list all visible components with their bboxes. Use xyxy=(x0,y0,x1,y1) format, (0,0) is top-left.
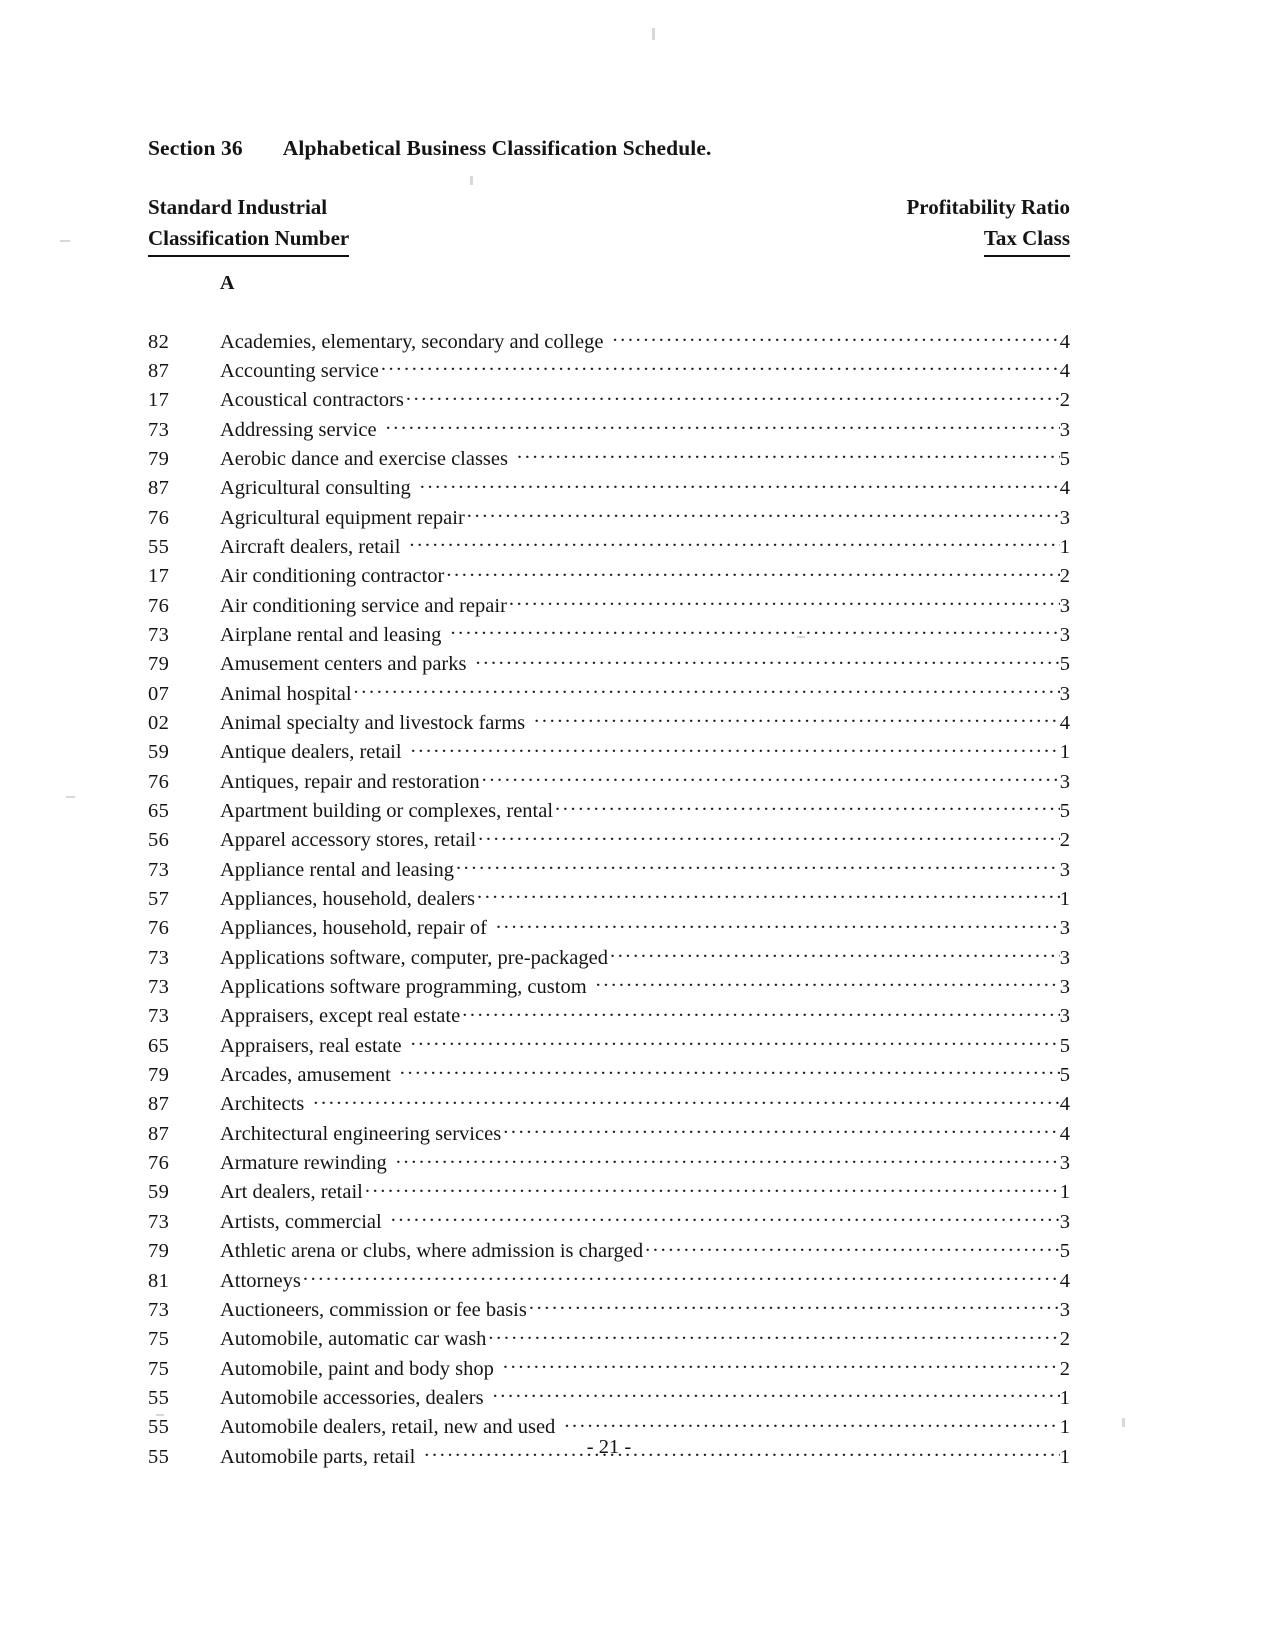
column-heading-right xyxy=(906,192,1070,257)
tax-class-value: 1 xyxy=(1059,888,1070,911)
tax-class-value: 3 xyxy=(1059,1298,1070,1321)
classification-entry-row xyxy=(148,797,1070,826)
column-heading-left xyxy=(148,192,349,257)
classification-entry-row xyxy=(148,1119,1070,1148)
business-description: Animal hospital xyxy=(220,682,352,705)
business-description: Applications software, computer, pre-packaged xyxy=(220,946,608,969)
business-description: Appraisers, real estate xyxy=(220,1034,402,1057)
sic-number: 79 xyxy=(148,447,170,470)
scan-artifact xyxy=(66,796,75,798)
heading-classification-number: Classification Number xyxy=(148,223,349,257)
tax-class-value: 1 xyxy=(1059,535,1070,558)
tax-class-value: 3 xyxy=(1059,594,1070,617)
classification-entry-row xyxy=(148,1325,1070,1354)
dot-leader xyxy=(303,1266,1060,1287)
classification-entry-row xyxy=(148,1237,1070,1266)
tax-class-value: 3 xyxy=(1059,946,1070,969)
sic-number: 76 xyxy=(148,770,170,793)
sic-number: 87 xyxy=(148,477,170,500)
tax-class-value: 3 xyxy=(1059,623,1070,646)
business-description: Agricultural consulting xyxy=(220,477,411,500)
dot-leader xyxy=(529,1295,1060,1316)
classification-entry-row xyxy=(148,855,1070,884)
classification-entry-row xyxy=(148,620,1070,649)
business-description: Antique dealers, retail xyxy=(220,741,402,764)
heading-standard-industrial: Standard Industrial xyxy=(148,195,328,219)
dot-leader xyxy=(354,679,1060,700)
tax-class-value: 4 xyxy=(1059,1122,1070,1145)
section-title xyxy=(148,136,1070,161)
classification-entry-row xyxy=(148,914,1070,943)
tax-class-value: 5 xyxy=(1059,800,1070,822)
business-description: Appliance rental and leasing xyxy=(220,858,454,881)
business-description: Architects xyxy=(220,1093,305,1116)
dot-leader xyxy=(488,1325,1059,1346)
sic-number: 55 xyxy=(148,535,170,558)
business-description: Airplane rental and leasing xyxy=(220,623,442,646)
tax-class-value: 1 xyxy=(1059,1416,1070,1439)
tax-class-value: 5 xyxy=(1059,1064,1070,1087)
business-description: Addressing service xyxy=(220,418,377,441)
dot-leader xyxy=(456,855,1060,876)
tax-class-value: 2 xyxy=(1059,1328,1070,1351)
sic-number: 76 xyxy=(148,506,170,529)
sic-number: 65 xyxy=(148,1034,170,1057)
business-description: Attorneys xyxy=(220,1269,301,1292)
heading-tax-class-wrap xyxy=(906,223,1070,257)
classification-entry-row xyxy=(148,1031,1070,1060)
tax-class-value: 1 xyxy=(1059,1445,1070,1468)
sic-number: 65 xyxy=(148,800,170,822)
dot-leader xyxy=(476,650,1060,671)
tax-class-value: 2 xyxy=(1059,1357,1070,1380)
business-description: Academies, elementary, secondary and college xyxy=(220,330,604,353)
section-name: Alphabetical Business Classification Schedule. xyxy=(282,136,712,160)
classification-entry-row xyxy=(148,1090,1070,1119)
business-description: Animal specialty and livestock farms xyxy=(220,711,526,734)
tax-class-value: 1 xyxy=(1059,1386,1070,1409)
tax-class-value: 5 xyxy=(1059,1240,1070,1263)
business-description: Auctioneers, commission or fee basis xyxy=(220,1298,527,1321)
page-number: - 21 - xyxy=(586,1436,632,1458)
business-description: Arcades, amusement xyxy=(220,1064,391,1087)
classification-entry-row xyxy=(148,415,1070,444)
classification-entry-row xyxy=(148,973,1070,1002)
dot-leader xyxy=(313,1090,1060,1111)
business-description: Automobile, paint and body shop xyxy=(220,1357,494,1380)
sic-number: 76 xyxy=(148,594,170,617)
dot-leader xyxy=(386,415,1060,436)
classification-entry-row xyxy=(148,1061,1070,1090)
section-label: Section 36 xyxy=(148,136,243,160)
sic-number: 73 xyxy=(148,623,170,646)
dot-leader xyxy=(400,1061,1060,1082)
sic-number: 73 xyxy=(148,418,170,441)
dot-leader xyxy=(596,973,1060,994)
dot-leader xyxy=(503,1354,1060,1375)
dot-leader xyxy=(406,386,1060,407)
sic-number: 87 xyxy=(148,1122,170,1145)
tax-class-value: 3 xyxy=(1059,917,1070,940)
classification-entry-row xyxy=(148,1266,1070,1295)
scan-artifact xyxy=(1122,1418,1125,1427)
tax-class-value: 4 xyxy=(1059,1269,1070,1292)
dot-leader xyxy=(365,1178,1060,1199)
business-description: Antiques, repair and restoration xyxy=(220,770,480,793)
classification-entry-row xyxy=(148,356,1070,385)
tax-class-value: 3 xyxy=(1059,1210,1070,1233)
classification-entry-row xyxy=(148,1354,1070,1383)
dot-leader xyxy=(534,708,1060,729)
dot-leader xyxy=(482,767,1060,788)
tax-class-value: 4 xyxy=(1059,330,1070,353)
dot-leader xyxy=(496,914,1060,935)
page-content-area xyxy=(148,0,1070,1651)
classification-entry-row xyxy=(148,327,1070,356)
sic-number: 59 xyxy=(148,741,170,764)
business-description: Appliances, household, repair of xyxy=(220,917,487,940)
sic-number: 79 xyxy=(148,1240,170,1263)
business-description: Acoustical contractors xyxy=(220,389,404,412)
business-description: Automobile dealers, retail, new and used xyxy=(220,1416,556,1439)
classification-entry-row xyxy=(148,1149,1070,1178)
classification-entry-row xyxy=(148,826,1070,855)
dot-leader xyxy=(381,356,1060,377)
classification-entry-row xyxy=(148,386,1070,415)
tax-class-value: 5 xyxy=(1059,653,1070,676)
tax-class-value: 3 xyxy=(1059,1005,1070,1028)
sic-number: 57 xyxy=(148,888,170,911)
classification-entry-row xyxy=(148,679,1070,708)
sic-number: 56 xyxy=(148,829,170,852)
business-description: Appliances, household, dealers xyxy=(220,888,476,911)
sic-number: 76 xyxy=(148,917,170,940)
sic-number: 76 xyxy=(148,1152,170,1175)
dot-leader xyxy=(391,1207,1060,1228)
tax-class-value: 4 xyxy=(1059,711,1070,734)
tax-class-value: 5 xyxy=(1059,1034,1070,1057)
tax-class-value: 2 xyxy=(1059,389,1070,412)
business-description: Air conditioning contractor xyxy=(220,565,445,588)
sic-number: 55 xyxy=(148,1416,170,1439)
tax-class-value: 3 xyxy=(1059,770,1070,793)
classification-entry-list xyxy=(148,327,1070,1471)
tax-class-value: 3 xyxy=(1059,418,1070,441)
dot-leader xyxy=(467,503,1060,524)
dot-leader xyxy=(517,444,1060,465)
classification-entry-row xyxy=(148,562,1070,591)
classification-entry-row xyxy=(148,503,1070,532)
dot-leader xyxy=(612,327,1059,348)
dot-leader xyxy=(503,1119,1060,1140)
classification-entry-row xyxy=(148,1207,1070,1236)
dot-leader xyxy=(493,1383,1060,1404)
classification-entry-row xyxy=(148,1383,1070,1412)
sic-number: 75 xyxy=(148,1328,170,1351)
dot-leader xyxy=(555,797,1060,818)
sic-number: 79 xyxy=(148,1064,170,1087)
classification-entry-row xyxy=(148,943,1070,972)
sic-number: 73 xyxy=(148,946,170,969)
tax-class-value: 5 xyxy=(1059,447,1070,470)
dot-leader xyxy=(396,1149,1060,1170)
sic-number: 17 xyxy=(148,389,170,412)
sic-number: 73 xyxy=(148,858,170,881)
dot-leader xyxy=(645,1237,1060,1258)
classification-entry-row xyxy=(148,591,1070,620)
business-description: Artists, commercial xyxy=(220,1210,382,1233)
business-description: Aerobic dance and exercise classes xyxy=(220,447,508,470)
column-headings xyxy=(148,192,1070,254)
sic-number: 55 xyxy=(148,1386,170,1409)
tax-class-value: 1 xyxy=(1059,1181,1070,1204)
dot-leader xyxy=(411,1031,1060,1052)
classification-entry-row xyxy=(148,444,1070,473)
business-description: Automobile, automatic car wash xyxy=(220,1328,487,1351)
tax-class-value: 3 xyxy=(1059,506,1070,529)
tax-class-value: 3 xyxy=(1059,858,1070,881)
tax-class-value: 3 xyxy=(1059,1152,1070,1175)
business-description: Agricultural equipment repair xyxy=(220,506,465,529)
tax-class-value: 2 xyxy=(1059,829,1070,852)
tax-class-value: 4 xyxy=(1059,1093,1070,1116)
sic-number: 73 xyxy=(148,976,170,999)
letter-group-heading: A xyxy=(220,272,235,294)
classification-entry-row xyxy=(148,1178,1070,1207)
sic-number: 02 xyxy=(148,711,170,734)
tax-class-value: 4 xyxy=(1059,359,1070,382)
classification-entry-row xyxy=(148,738,1070,767)
classification-entry-row xyxy=(148,532,1070,561)
tax-class-value: 2 xyxy=(1059,565,1070,588)
business-description: Architectural engineering services xyxy=(220,1122,502,1145)
business-description: Apparel accessory stores, retail xyxy=(220,829,477,852)
dot-leader xyxy=(478,826,1060,847)
dot-leader xyxy=(446,562,1059,583)
sic-number: 73 xyxy=(148,1005,170,1028)
business-description: Automobile parts, retail xyxy=(220,1445,416,1468)
classification-entry-row xyxy=(148,885,1070,914)
classification-entry-row xyxy=(148,1002,1070,1031)
scan-artifact xyxy=(60,240,70,242)
dot-leader xyxy=(564,1413,1059,1434)
dot-leader xyxy=(610,943,1060,964)
sic-number: 87 xyxy=(148,1093,170,1116)
dot-leader xyxy=(420,474,1060,495)
classification-entry-row xyxy=(148,708,1070,737)
classification-entry-row xyxy=(148,650,1070,679)
sic-number: 17 xyxy=(148,565,170,588)
sic-number: 07 xyxy=(148,682,170,705)
business-description: Amusement centers and parks xyxy=(220,653,467,676)
dot-leader xyxy=(409,532,1059,553)
tax-class-value: 4 xyxy=(1059,477,1070,500)
tax-class-value: 3 xyxy=(1059,976,1070,999)
classification-entry-row xyxy=(148,1295,1070,1324)
dot-leader xyxy=(509,591,1060,612)
business-description: Applications software programming, custom xyxy=(220,976,587,999)
business-description: Appraisers, except real estate xyxy=(220,1005,461,1028)
business-description: Automobile accessories, dealers xyxy=(220,1386,484,1409)
tax-class-value: 3 xyxy=(1059,682,1070,705)
dot-leader xyxy=(477,885,1060,906)
business-description: Armature rewinding xyxy=(220,1152,387,1175)
business-description: Aircraft dealers, retail xyxy=(220,535,401,558)
classification-entry-row xyxy=(148,767,1070,796)
tax-class-value: 1 xyxy=(1059,741,1070,764)
business-description: Art dealers, retail xyxy=(220,1181,363,1204)
classification-entry-row xyxy=(148,474,1070,503)
sic-number: 82 xyxy=(148,330,170,353)
sic-number: 87 xyxy=(148,359,170,382)
sic-number: 59 xyxy=(148,1181,170,1204)
business-description: Air conditioning service and repair xyxy=(220,594,507,617)
heading-profitability-ratio: Profitability Ratio xyxy=(906,195,1070,219)
sic-number: 75 xyxy=(148,1357,170,1380)
sic-number: 79 xyxy=(148,653,170,676)
sic-number: 81 xyxy=(148,1269,170,1292)
dot-leader xyxy=(411,738,1060,759)
sic-number: 73 xyxy=(148,1298,170,1321)
dot-leader xyxy=(450,620,1059,641)
heading-tax-class: Tax Class xyxy=(984,223,1070,257)
business-description: Apartment building or complexes, rental xyxy=(220,800,554,822)
business-description: Accounting service xyxy=(220,359,379,382)
sic-number: 73 xyxy=(148,1210,170,1233)
sic-number: 55 xyxy=(148,1445,170,1468)
dot-leader xyxy=(462,1002,1060,1023)
business-description: Athletic arena or clubs, where admission is charged xyxy=(220,1240,644,1263)
